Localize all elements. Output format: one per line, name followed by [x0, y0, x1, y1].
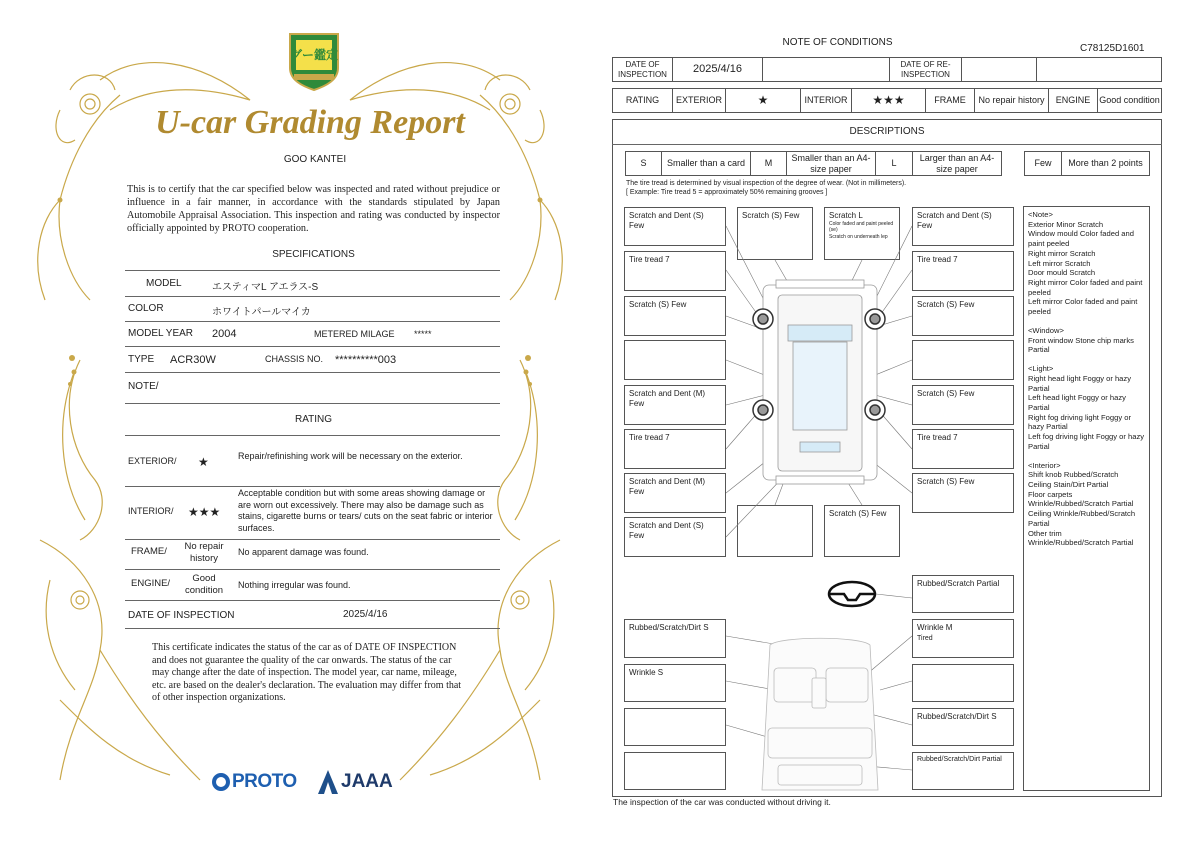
ext-box-15: Scratch and Dent (M) Few: [624, 473, 726, 513]
int-box-4: Wrinkle S: [624, 664, 726, 702]
jaaa-logo: JAAA: [318, 770, 393, 794]
ext-box-4: Scratch and Dent (S) Few: [912, 207, 1014, 246]
int-box-3-line2: Tired: [917, 635, 933, 642]
interior-value-cell: ★★★: [851, 88, 926, 113]
note-line: Left mirror Scratch: [1028, 258, 1091, 268]
int-box-7: Rubbed/Scratch/Dirt S: [912, 708, 1014, 746]
color-label: COLOR: [128, 303, 164, 314]
goo-kantei-badge: [286, 30, 342, 92]
certificate-intro: This is to certify that the car specified below was inspected and rated without prejudice or influence in a fair manner, in accordance with the standards stipulated by Japan Automobile Appraisal Association. This inspection and rating was conducted by inspector officially appointed by PROTO cooperation.: [127, 184, 500, 235]
note-line: <Window>: [1028, 325, 1064, 335]
legend-m-text: Smaller than an A4-size paper: [786, 151, 876, 176]
frame-desc: No apparent damage was found.: [238, 547, 369, 557]
frame-value: No repair history: [184, 541, 224, 564]
rating-heading: RATING: [294, 414, 333, 425]
metered-value: *****: [414, 329, 432, 339]
tire-note-1: The tire tread is determined by visual inspection of the degree of wear. (Not in millimeters).: [626, 180, 907, 187]
legend-few-key: Few: [1024, 151, 1062, 176]
ext-box-16: Scratch (S) Few: [912, 473, 1014, 513]
ext-box-14: Tire tread 7: [912, 429, 1014, 469]
int-box-6: [624, 708, 726, 746]
rating-label-cell: RATING: [612, 88, 673, 113]
note-of-conditions: [600, 0, 1200, 848]
frame-label-cell: FRAME: [925, 88, 975, 113]
model-value: エスティマL アエラス-S: [212, 282, 319, 293]
ext-box-6: Tire tread 7: [912, 251, 1014, 291]
legend-s-key: S: [625, 151, 662, 176]
int-box-9: Rubbed/Scratch/Dirt Partial: [912, 752, 1014, 790]
legend-few-text: More than 2 points: [1061, 151, 1150, 176]
chassis-value: **********003: [335, 354, 397, 366]
note-line: Left head light Foggy or hazy Partial: [1028, 393, 1126, 412]
ext-box-7: Scratch (S) Few: [624, 296, 726, 336]
color-value: ホワイトパールマイカ: [212, 307, 311, 318]
note-line: <Light>: [1028, 364, 1054, 374]
note-line: Right mirror Scratch: [1028, 248, 1096, 258]
legend-s-text: Smaller than a card: [661, 151, 751, 176]
spec-heading: SPECIFICATIONS: [272, 249, 355, 260]
notes-panel: [1023, 206, 1150, 791]
certificate-footer: This certificate indicates the status of the car as of DATE OF INSPECTION and does not guarantee the quality of the car onwards. The status of the car may change after the date of inspection. The model year, car name, mileage, etc. are based on the dealer's declaration. The evaluation may differ from that of other inspection organizations.: [152, 642, 462, 703]
note-line: Left fog driving light Foggy or hazy Partial: [1028, 432, 1145, 451]
exterior-stars: ★: [198, 455, 209, 469]
ext-box-3-title: Scratch L: [829, 211, 863, 220]
frame-value-cell: No repair history: [974, 88, 1049, 113]
note-line: Exterior Minor Scratch: [1028, 219, 1104, 229]
descriptions-heading: DESCRIPTIONS: [849, 126, 925, 137]
model-year-value: 2004: [212, 328, 237, 340]
proto-mark-icon: [212, 773, 230, 791]
legend-l-key: L: [875, 151, 913, 176]
ext-box-8: Scratch (S) Few: [912, 296, 1014, 336]
chassis-label: CHASSIS NO.: [265, 354, 324, 364]
note-line: Front window Stone chip marks Partial: [1028, 335, 1134, 355]
note-line: Ceiling Wrinkle/Rubbed/Scratch Partial: [1028, 509, 1136, 528]
note-line: <Note>: [1028, 210, 1053, 219]
exterior-value-cell: ★: [725, 88, 801, 113]
int-box-8: [624, 752, 726, 790]
ext-box-19: Scratch (S) Few: [824, 505, 900, 557]
ext-box-17: Scratch and Dent (S) Few: [624, 517, 726, 557]
bottom-note: The inspection of the car was conducted without driving it.: [613, 797, 831, 807]
proto-logo: PROTO: [212, 771, 297, 793]
interior-desc: Acceptable condition but with some areas showing damage or are worn out excessively. There may also be damage such as stains, cigarette burns or tears/ cuts on the seat fabric or interior surfaces.: [238, 488, 493, 534]
note-line: Right mirror Color faded and paint peeled: [1028, 278, 1143, 297]
note-line: Floor carpets Wrinkle/Rubbed/Scratch Partial: [1028, 489, 1134, 509]
doi-label: DATE OF INSPECTION: [128, 610, 235, 621]
type-label: TYPE: [128, 354, 155, 365]
frame-label: FRAME/: [131, 546, 167, 557]
notes-list: [1028, 210, 1145, 548]
note-line: Other trim Wrinkle/Rubbed/Scratch Partial: [1028, 528, 1134, 548]
interior-label: INTERIOR/: [128, 506, 174, 516]
report-title: U-car Grading Report: [155, 104, 465, 141]
note-line: Ceiling Stain/Dirt Partial: [1028, 479, 1109, 489]
engine-desc: Nothing irregular was found.: [238, 580, 351, 590]
int-box-2: Rubbed/Scratch/Dirt S: [624, 619, 726, 658]
engine-value: Good condition: [184, 573, 224, 596]
reference-number: C78125D1601: [1080, 43, 1145, 54]
int-box-5: [912, 664, 1014, 702]
interior-label-cell: INTERIOR: [800, 88, 852, 113]
jaaa-mark-icon: [318, 770, 338, 794]
metered-label: METERED MILAGE: [314, 329, 395, 339]
note-line: Window mould Color faded and paint peeled: [1028, 229, 1134, 249]
badge-text: グー鑑定: [289, 48, 338, 62]
reinspection-label-cell: DATE OF RE-INSPECTION: [889, 57, 962, 82]
note-line: Door mould Scratch: [1028, 268, 1096, 278]
note-line: Shift knob Rubbed/Scratch: [1028, 470, 1119, 480]
interior-stars: ★★★: [188, 505, 221, 519]
doi-value: 2025/4/16: [343, 609, 388, 620]
note-line: <Interior>: [1028, 460, 1061, 470]
engine-value-cell: Good condition: [1097, 88, 1162, 113]
int-box-3: [912, 619, 1014, 658]
note-line: Right fog driving light Foggy or hazy Partial: [1028, 412, 1131, 432]
steering-wheel-icon: [829, 582, 875, 606]
note-line: [1028, 317, 1145, 326]
int-box-1: Rubbed/Scratch Partial: [912, 575, 1014, 613]
report-subtitle: GOO KANTEI: [283, 154, 347, 165]
ext-box-11: Scratch and Dent (M) Few: [624, 385, 726, 425]
legend-m-key: M: [750, 151, 787, 176]
tire-note-2: [ Example: Tire tread 5 = approximately 50% remaining grooves ]: [626, 189, 828, 196]
ext-box-3-line2: Color faded and paint peeled (se): [829, 221, 894, 234]
exterior-desc: Repair/refinishing work will be necessary on the exterior.: [238, 451, 463, 461]
note-line: Left mirror Color faded and paint peeled: [1028, 297, 1138, 317]
doi-label-cell: DATE OF INSPECTION: [612, 57, 673, 82]
ext-box-1: Scratch and Dent (S) Few: [624, 207, 726, 246]
model-label: MODEL: [146, 278, 182, 289]
exterior-label: EXTERIOR/: [128, 456, 177, 466]
note-line: [1028, 452, 1145, 461]
ext-box-13: Tire tread 7: [624, 429, 726, 469]
note-line: Right head light Foggy or hazy Partial: [1028, 373, 1131, 393]
model-year-label: MODEL YEAR: [128, 328, 194, 339]
note-label: NOTE/: [128, 381, 159, 392]
legend-l-text: Larger than an A4-size paper: [912, 151, 1002, 176]
ext-box-3-line3: Scratch on underneath lep: [829, 233, 888, 240]
doi-value-cell: 2025/4/16: [672, 57, 763, 82]
type-value: ACR30W: [170, 354, 216, 366]
int-box-3-line1: Wrinkle M: [917, 623, 953, 632]
ext-box-2: Scratch (S) Few: [737, 207, 813, 260]
ext-box-5: Tire tread 7: [624, 251, 726, 291]
note-line: [1028, 355, 1145, 364]
noc-heading: NOTE OF CONDITIONS: [782, 37, 893, 48]
exterior-label-cell: EXTERIOR: [672, 88, 726, 113]
ext-box-12: Scratch (S) Few: [912, 385, 1014, 425]
engine-label: ENGINE/: [131, 578, 171, 589]
engine-label-cell: ENGINE: [1048, 88, 1098, 113]
